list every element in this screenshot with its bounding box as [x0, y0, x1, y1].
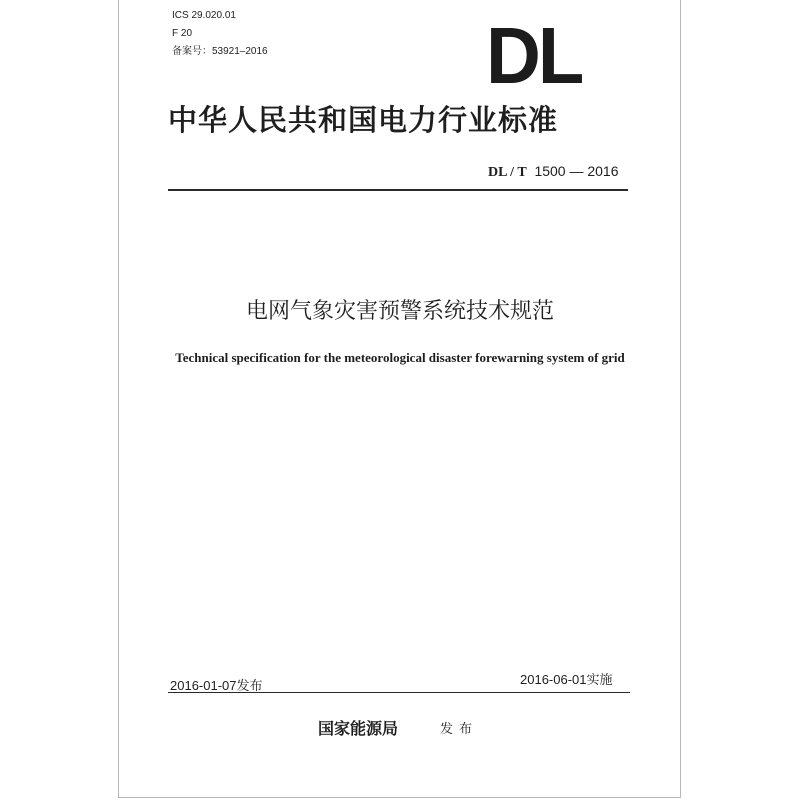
publish-label: 发布: [440, 722, 479, 737]
document-title-english: Technical specification for the meteorological disaster forewarning system of grid: [175, 350, 625, 365]
org-title: 中华人民共和国电力行业标准: [168, 103, 559, 137]
header-divider: [168, 189, 628, 191]
ics-code: ICS 29.020.01: [172, 10, 236, 21]
standard-code: 1500 — 2016: [534, 163, 619, 179]
issue-date: 2016-01-07发布: [170, 678, 263, 693]
standard-prefix: DL / T: [488, 165, 527, 180]
publisher-name: 国家能源局: [318, 719, 399, 738]
standard-number: [488, 163, 619, 181]
footer-divider: [168, 692, 630, 693]
record-number: 备案号：53921–2016: [172, 46, 268, 57]
classification-code: F 20: [172, 28, 193, 39]
dl-logo: DL: [486, 11, 582, 101]
document-title-chinese: 电网气象灾害预警系统技术规范: [245, 299, 554, 324]
effective-date: 2016-06-01实施: [520, 672, 613, 687]
